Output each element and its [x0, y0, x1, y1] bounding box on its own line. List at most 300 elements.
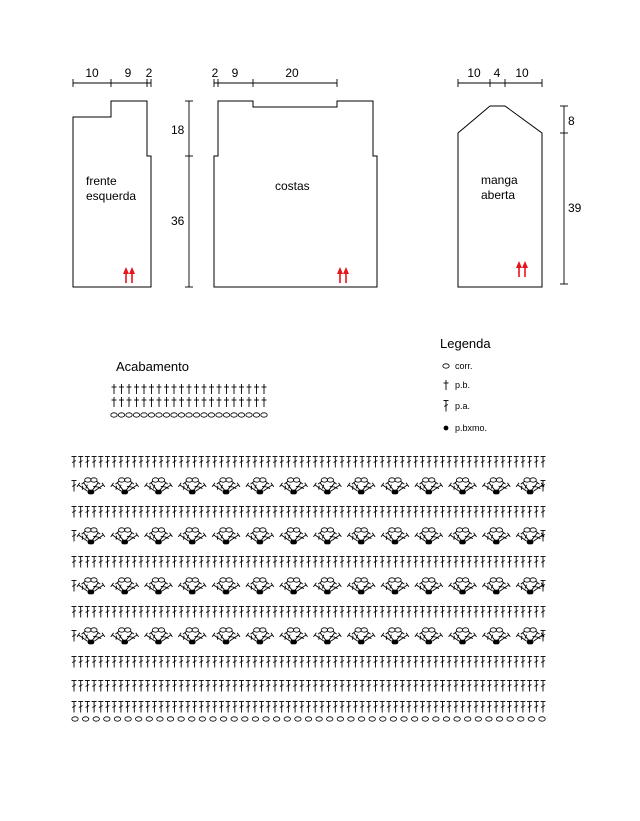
chart-treble: [262, 483, 274, 493]
chart-chain: [530, 628, 536, 632]
chart-treble: [165, 507, 170, 518]
chart-fan-motif: [246, 478, 274, 495]
chart-treble: [498, 583, 510, 593]
chart-treble: [72, 457, 77, 468]
chart-treble: [500, 457, 505, 468]
chart-chain: [124, 528, 130, 532]
chart-treble: [152, 702, 157, 713]
chart-treble: [380, 457, 385, 468]
chart-treble: [386, 681, 391, 692]
chart-treble: [280, 633, 292, 643]
chart-dot: [191, 540, 196, 545]
chart-treble: [360, 557, 365, 568]
chart-chain: [389, 528, 395, 532]
chart-chain: [254, 578, 260, 582]
chart-treble: [226, 557, 231, 568]
chart-treble: [313, 657, 318, 668]
chart-chain: [125, 717, 131, 721]
chart-treble: [279, 607, 284, 618]
chart-treble: [72, 607, 77, 618]
chart-chain: [462, 478, 468, 482]
chart-treble: [440, 681, 445, 692]
chart-treble: [465, 533, 477, 543]
chart-treble: [286, 557, 291, 568]
finishing-chain: [171, 413, 177, 417]
chart-treble: [161, 483, 173, 493]
chart-treble: [246, 702, 251, 713]
chart-treble: [232, 457, 237, 468]
chart-dot: [89, 640, 94, 645]
chart-treble: [516, 483, 528, 493]
chart-treble: [527, 681, 532, 692]
chart-dot: [326, 590, 331, 595]
chart-treble: [92, 557, 97, 568]
chart-treble: [520, 607, 525, 618]
chart-treble: [507, 507, 512, 518]
chart-treble: [353, 557, 358, 568]
chart-chain: [186, 528, 192, 532]
chart-chain: [530, 528, 536, 532]
chart-treble: [500, 507, 505, 518]
chart-treble: [397, 533, 409, 543]
chart-fan-motif: [516, 528, 544, 545]
finishing-chain: [201, 413, 207, 417]
chart-treble: [132, 557, 137, 568]
finishing-single-crochet: [142, 384, 147, 394]
chart-dot: [394, 640, 399, 645]
chart-treble: [111, 583, 123, 593]
chart-treble: [366, 657, 371, 668]
chart-chain: [401, 717, 407, 721]
chart-treble: [306, 607, 311, 618]
chart-treble: [199, 702, 204, 713]
chart-treble: [381, 483, 393, 493]
chart-treble: [313, 457, 318, 468]
chart-treble: [413, 557, 418, 568]
chart-dot: [461, 490, 466, 495]
chart-treble: [447, 507, 452, 518]
chart-treble: [467, 457, 472, 468]
chart-treble: [534, 681, 539, 692]
chart-chain: [91, 528, 97, 532]
chart-dot: [461, 540, 466, 545]
chart-treble: [329, 583, 341, 593]
chart-chain: [507, 717, 513, 721]
chart-treble: [366, 507, 371, 518]
chart-fan-motif: [415, 478, 443, 495]
chart-treble: [212, 607, 217, 618]
chart-treble: [259, 607, 264, 618]
chart-dot: [258, 640, 263, 645]
sleeve-top-dim-3: 10: [515, 66, 529, 80]
chart-treble: [72, 631, 77, 642]
chart-treble: [72, 657, 77, 668]
chart-treble: [494, 681, 499, 692]
chart-treble: [431, 583, 443, 593]
chart-treble: [212, 583, 224, 593]
chart-fan-motif: [111, 578, 139, 595]
chart-treble: [159, 507, 164, 518]
chart-treble: [474, 702, 479, 713]
chart-treble: [145, 583, 157, 593]
chart-treble: [145, 607, 150, 618]
chart-chain: [114, 717, 120, 721]
chart-treble: [118, 702, 123, 713]
chart-treble: [453, 457, 458, 468]
chart-chain: [348, 717, 354, 721]
chart-fan-motif: [415, 578, 443, 595]
chart-dot: [89, 490, 94, 495]
chart-dot: [258, 590, 263, 595]
chart-treble: [165, 657, 170, 668]
chart-treble: [447, 681, 452, 692]
chart-treble: [232, 702, 237, 713]
chart-treble: [386, 507, 391, 518]
chart-treble: [212, 702, 217, 713]
chart-fan-motif: [145, 628, 173, 645]
chart-chain: [273, 717, 279, 721]
chart-treble: [179, 507, 184, 518]
chart-fan-motif: [516, 478, 544, 495]
chart-treble: [440, 702, 445, 713]
finishing-single-crochet: [187, 397, 192, 407]
chart-treble: [206, 457, 211, 468]
chart-chain: [231, 717, 237, 721]
chart-treble: [353, 457, 358, 468]
chart-treble: [105, 457, 110, 468]
finishing-single-crochet: [172, 384, 177, 394]
chart-chain: [486, 717, 492, 721]
chart-dot: [529, 540, 534, 545]
chart-treble: [299, 681, 304, 692]
finishing-chain: [156, 413, 162, 417]
chart-treble: [507, 557, 512, 568]
finishing-single-crochet: [157, 384, 162, 394]
chart-chain: [337, 717, 343, 721]
chart-treble: [534, 507, 539, 518]
chart-treble: [346, 681, 351, 692]
chart-treble: [393, 457, 398, 468]
chart-treble: [474, 557, 479, 568]
chart-fan-motif: [381, 528, 409, 545]
chart-treble: [228, 483, 240, 493]
chart-treble: [259, 681, 264, 692]
chart-treble: [534, 557, 539, 568]
chart-treble: [353, 607, 358, 618]
chart-treble: [498, 533, 510, 543]
chart-chain: [358, 717, 364, 721]
chart-treble: [373, 702, 378, 713]
chart-treble: [226, 607, 231, 618]
chart-treble: [313, 557, 318, 568]
chart-treble: [329, 533, 341, 543]
chart-chain: [192, 528, 198, 532]
chart-chain: [327, 478, 333, 482]
chart-fan-motif: [347, 578, 375, 595]
finishing-chain: [216, 413, 222, 417]
chart-treble: [507, 457, 512, 468]
chart-treble: [239, 657, 244, 668]
chart-treble: [420, 457, 425, 468]
chart-treble: [212, 457, 217, 468]
chart-treble: [139, 507, 144, 518]
chart-treble: [541, 702, 546, 713]
chart-treble: [482, 483, 494, 493]
chart-treble: [296, 583, 308, 593]
chart-chain: [389, 578, 395, 582]
chart-treble: [112, 457, 117, 468]
chart-chain: [321, 478, 327, 482]
chart-treble: [112, 507, 117, 518]
chart-dot: [427, 490, 432, 495]
chart-dot: [360, 540, 365, 545]
sleeve-top-dimension: [458, 79, 542, 87]
chart-treble: [319, 557, 324, 568]
chart-chain: [167, 717, 173, 721]
chart-treble: [514, 507, 519, 518]
chart-fan-motif: [449, 628, 477, 645]
chart-treble: [380, 607, 385, 618]
chart-treble: [98, 681, 103, 692]
chart-treble: [125, 557, 130, 568]
chart-treble: [400, 607, 405, 618]
chart-treble: [239, 607, 244, 618]
chart-fan-motif: [246, 628, 274, 645]
chart-fan-motif: [516, 578, 544, 595]
chart-chain: [157, 717, 163, 721]
chart-treble: [326, 507, 331, 518]
chart-treble: [393, 681, 398, 692]
finishing-single-crochet: [239, 384, 244, 394]
chart-treble: [360, 657, 365, 668]
chart-fan-motif: [415, 628, 443, 645]
chart-chain: [91, 478, 97, 482]
chart-treble: [127, 633, 139, 643]
chart-treble: [161, 533, 173, 543]
chart-treble: [431, 633, 443, 643]
chart-dot: [495, 490, 500, 495]
chart-chain: [85, 478, 91, 482]
chart-chain: [118, 578, 124, 582]
chart-treble: [487, 607, 492, 618]
chart-treble: [480, 607, 485, 618]
finishing-chain: [126, 413, 132, 417]
chart-treble: [246, 681, 251, 692]
chart-dot: [360, 640, 365, 645]
chart-treble: [199, 457, 204, 468]
chart-chain: [429, 528, 435, 532]
chart-dot: [292, 640, 297, 645]
chart-treble: [346, 607, 351, 618]
chart-chain: [152, 628, 158, 632]
chart-treble: [98, 557, 103, 568]
chart-chain: [456, 628, 462, 632]
chart-fan-motif: [145, 478, 173, 495]
chart-chain: [254, 528, 260, 532]
chart-treble: [413, 657, 418, 668]
chart-treble: [407, 681, 412, 692]
chart-treble: [467, 681, 472, 692]
chart-treble: [296, 483, 308, 493]
chart-treble: [266, 657, 271, 668]
chart-treble: [279, 457, 284, 468]
chart-dot: [360, 590, 365, 595]
finishing-chain: [111, 413, 117, 417]
chart-fan-motif: [246, 578, 274, 595]
chart-treble: [340, 557, 345, 568]
chart-treble: [333, 557, 338, 568]
chart-fan-motif: [381, 578, 409, 595]
sleeve-piece: [458, 66, 582, 287]
chart-treble: [206, 657, 211, 668]
chart-treble: [541, 531, 546, 542]
chart-treble: [460, 681, 465, 692]
chart-chain: [305, 717, 311, 721]
chart-treble: [413, 702, 418, 713]
chart-dot: [360, 490, 365, 495]
front-label-line1: frente: [86, 174, 117, 188]
chart-fan-motif: [313, 628, 341, 645]
chart-chain: [287, 628, 293, 632]
chart-treble: [527, 557, 532, 568]
chart-chain: [496, 528, 502, 532]
sleeve-top-dim-2: 4: [493, 66, 501, 80]
chart-treble: [232, 681, 237, 692]
chart-treble: [239, 681, 244, 692]
chart-chain: [429, 578, 435, 582]
chart-chain: [490, 478, 496, 482]
chart-chain: [260, 528, 266, 532]
chart-treble: [541, 481, 546, 492]
chart-treble: [259, 457, 264, 468]
chart-treble: [132, 702, 137, 713]
chart-chain: [321, 578, 327, 582]
chart-treble: [185, 702, 190, 713]
chart-dot: [157, 490, 162, 495]
chart-treble: [333, 457, 338, 468]
finishing-single-crochet: [202, 397, 207, 407]
chart-dot: [326, 640, 331, 645]
chart-treble: [449, 533, 461, 543]
chart-dot: [461, 640, 466, 645]
chart-treble: [262, 633, 274, 643]
chart-dot: [427, 590, 432, 595]
chart-fan-motif: [178, 578, 206, 595]
chart-chain: [496, 717, 502, 721]
chart-treble: [252, 657, 257, 668]
chart-chain: [220, 628, 226, 632]
chart-treble: [286, 657, 291, 668]
chart-chain: [124, 628, 130, 632]
chart-chain: [369, 717, 375, 721]
finishing-single-crochet: [157, 397, 162, 407]
chart-treble: [433, 607, 438, 618]
legend-title: Legenda: [440, 336, 491, 351]
chart-treble: [482, 633, 494, 643]
chart-treble: [252, 702, 257, 713]
chart-treble: [433, 507, 438, 518]
chart-treble: [333, 681, 338, 692]
chart-treble: [228, 633, 240, 643]
chart-treble: [132, 607, 137, 618]
chart-treble: [299, 507, 304, 518]
chart-treble: [125, 507, 130, 518]
chart-treble: [178, 583, 190, 593]
chart-treble: [192, 507, 197, 518]
finishing-chain: [163, 413, 169, 417]
chart-chain: [395, 578, 401, 582]
chart-fan-motif: [77, 628, 105, 645]
chart-treble: [212, 507, 217, 518]
chart-treble: [299, 657, 304, 668]
chart-treble: [527, 607, 532, 618]
chart-treble: [77, 633, 89, 643]
chart-treble: [286, 681, 291, 692]
chart-treble: [453, 681, 458, 692]
chart-treble: [286, 507, 291, 518]
chart-dot: [89, 590, 94, 595]
chart-chain: [524, 528, 530, 532]
back-arrow-2: [343, 267, 349, 283]
chart-chain: [530, 478, 536, 482]
chart-treble: [179, 557, 184, 568]
chart-chain: [199, 717, 205, 721]
chart-treble: [393, 657, 398, 668]
chart-treble: [246, 557, 251, 568]
sleeve-label-line2: aberta: [481, 188, 516, 202]
chart-chain: [118, 628, 124, 632]
chart-chain: [321, 628, 327, 632]
chart-chain: [524, 578, 530, 582]
sleeve-side-dimension: [560, 106, 568, 284]
chart-treble: [440, 657, 445, 668]
chart-treble: [313, 583, 325, 593]
chart-fan-motif: [111, 528, 139, 545]
finishing-single-crochet: [134, 384, 139, 394]
chart-chain: [316, 717, 322, 721]
chart-treble: [480, 681, 485, 692]
chart-treble: [85, 607, 90, 618]
finishing-chain: [118, 413, 124, 417]
chart-treble: [313, 607, 318, 618]
chart-treble: [118, 607, 123, 618]
chart-treble: [111, 483, 123, 493]
legend: [440, 336, 491, 433]
chart-treble: [541, 507, 546, 518]
chart-treble: [77, 583, 89, 593]
chart-treble: [527, 457, 532, 468]
chart-treble: [226, 507, 231, 518]
chart-treble: [380, 681, 385, 692]
chart-treble: [340, 681, 345, 692]
chart-treble: [172, 457, 177, 468]
chart-treble: [212, 557, 217, 568]
finishing-single-crochet: [209, 384, 214, 394]
chart-treble: [105, 702, 110, 713]
chart-chain: [85, 628, 91, 632]
chart-fan-motif: [313, 478, 341, 495]
chart-treble: [145, 557, 150, 568]
chart-treble: [380, 702, 385, 713]
front-piece: [73, 66, 193, 287]
chart-chain: [158, 478, 164, 482]
chart-chain: [260, 628, 266, 632]
chart-fan-motif: [347, 628, 375, 645]
chart-chain: [287, 528, 293, 532]
chart-treble: [118, 557, 123, 568]
chart-treble: [449, 583, 461, 593]
chart-chain: [85, 528, 91, 532]
